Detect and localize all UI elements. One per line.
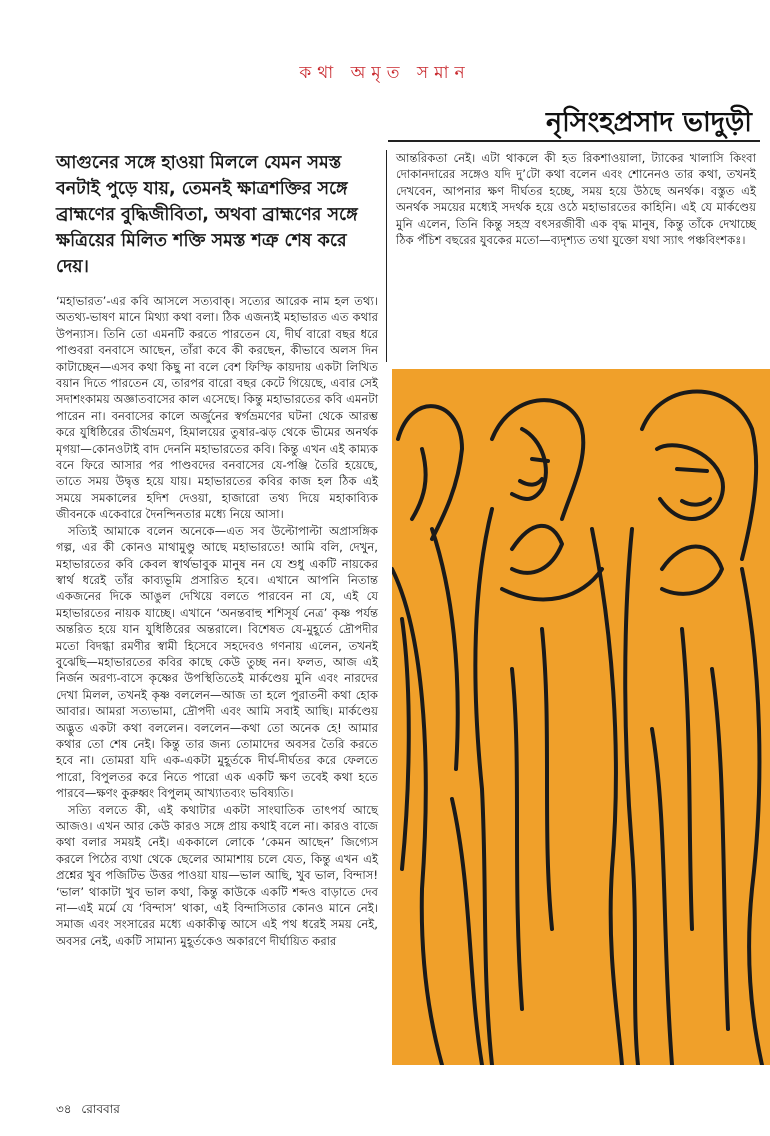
illustration xyxy=(392,369,770,1065)
author-name: নৃসিংহপ্রসাদ ভাদুড়ী xyxy=(545,107,752,138)
figure-left-face xyxy=(412,449,426,519)
figure-center-hands xyxy=(512,526,562,573)
page-footer xyxy=(56,1101,120,1121)
figure-center-face xyxy=(512,429,546,499)
title-rule xyxy=(388,140,760,142)
body-column-right xyxy=(396,150,756,248)
section-kicker: কথা অমৃত সমান xyxy=(299,63,471,83)
column-divider xyxy=(386,150,387,362)
body-column-left xyxy=(56,293,378,949)
body-paragraph: ‘মহাভারত’-এর কবি আসলে সত্যবাক্। সত্যের আরেক নাম হল তথ্য। অতথ্য-ভাষণ মানে মিথ্যা কথা বলা। ঠিক এজন্যই মহাভারত এত কথার উপন্যাস। তিনি তো এমনটি করতে পারতেন যে, দীর্ঘ বারো বছর ধরে পাণ্ডবরা বনবাসে আছেন, তাঁরা কবে কী করছেন, কীভাবে অলস দিন কাটাচ্ছেন—এসব কথা কিছু না বলে বেশ ফিস্ফি কায়দায় একটা লিখিত বয়ান দিতে পারতেন যে, তারপর বারো বছর কেটে গিয়েছে, এবার সেই সদাশংকাময় অজ্ঞাতবাসের কাল এসেছে। কিন্তু মহাভারতের কবি এমনটা পারেন না। বনবাসের কালে অর্জুনের স্বর্গভ্রমণের ঘটনা থেকে আরম্ভ করে যুধিষ্ঠিরের তীর্থভ্রমণ, হিমালয়ের তুষার-ঝড় থেকে ভীমের অনর্থক মৃগয়া—কোনওটাই বাদ দেননি মহাভারতের কবি। কিন্তু এখন এই কাম্যক বনে ফিরে আসার পর পাণ্ডবদের বনবাসের যে-পঞ্জি তৈরি হয়েছে, তাতে সময় উদ্বৃত্ত হয়ে যায়। মহাভারতের কবির কাজ হল ঠিক এই সময়ে সমকালের হদিশ দেওয়া, হাজারো তথ্য দিয়ে মহাকাব্যিক জীবনকে একেবারে দৈনন্দিনতার মধ্যে নিয়ে আসা। xyxy=(56,294,378,522)
body-paragraph: সত্যিই আমাকে বলেন অনেকে—এত সব উল্টোপাল্টা অপ্রাসঙ্গিক গল্প, এর কী কোনও মাথামুণ্ডু আছে মহাভারতে! আমি বলি, দেখুন, মহাভারতের কবি কেবল স্বার্থভাবুক মানুষ নন যে শুধু একটি নায়কের স্বার্থ ধরেই তাঁর কাব্যভূমি প্রসারিত হবে। এখানে আপনি নিতান্ত একজনের দিকে আঙুল দেখিয়ে বলতে পারবেন না যে, এই যে মহাভারতের নায়ক যাচ্ছে। এখানে ‘অনন্তবাহু শশিসূর্য নেত্র’ কৃষ্ণ পর্যন্ত অন্তরিত হয়ে যান যুধিষ্ঠিরের অন্তরালে। বিশেষত যে-মুহূর্তে দ্রৌপদীর মতো বিদগ্ধা রমণীর স্বামী হিসেবে সহদেবও গণনায় এলেন, তখনই বুঝেছি—মহাভারতের কবির কাছে কেউ তুচ্ছ নন। ফলত, আজ এই নির্জন অরণ্য-বাসে কৃষ্ণের উপস্থিতিতেই মার্কণ্ডেয় মুনি এবং নারদের দেখা মিলল, তখনই কৃষ্ণ বললেন—আজ তা হলে পুরাতনী কথা হোক আবার। আমরা সত্যভামা, দ্রৌপদী এবং আমি সবাই আছি। মার্কণ্ডেয় অদ্ভুত একটা কথা বললেন। বললেন—কথা তো অনেক হে! আমার কথার তো শেষ নেই। কিন্তু তার জন্য তোমাদের অবসর তৈরি করতে হবে না। তোমরা যদি এক-একটা মুহূর্তকে দীর্ঘ-দীর্ঘতর করে ফেলতে পারো, বিপুলতর করে নিতে পারো এক একটি ক্ষণ তবেই কথা হতে পারবে—ক্ষণং কুরুধ্বং বিপুলম্ আখ্যাতব্যং ভবিষ্যতি। xyxy=(56,523,378,801)
body-paragraph: আন্তরিকতা নেই। এটা থাকলে কী হত রিকশাওয়ালা, ট্যাকের খালাসি কিংবা দোকানদারের সঙ্গেও যদি দু’টো কথা বলেন এবং শোনেনও তার কথা, তখনই দেখবেন, আপনার ক্ষণ দীর্ঘতর হচ্ছে, সময় হয়ে উঠছে অনর্থক। বস্তুত এই অনর্থক সময়ের মধ্যেই সদর্থক হয়ে ওঠে মহাভারতের কাহিনি। এই যে মার্কণ্ডেয় মুনি এলেন, তিনি কিন্তু সহস্র বৎসরজীবী এক বৃদ্ধ মানুষ, কিন্তু তাঁকে দেখাচ্ছে ঠিক পঁচিশ বছরের যুবকের মতো—ব্যদৃশ্যত তথা যুক্তো যথা স্যাৎ পঞ্চবিংশকঃ। xyxy=(396,151,756,248)
figure-right-hair xyxy=(642,392,756,560)
page-number: ৩৪ xyxy=(56,1102,72,1116)
intro-paragraph: আগুনের সঙ্গে হাওয়া মিললে যেমন সমস্ত বনটাই পুড়ে যায়, তেমনই ক্ষাত্রশক্তির সঙ্গে ব্রাহ্মণের বুদ্ধিজীবিতা, অথবা ব্রাহ্মণের সঙ্গে ক্ষত্রিয়ের মিলিত শক্তি সমস্ত শত্রু শেষ করে দেয়। xyxy=(56,153,358,277)
body-paragraph: সত্যি বলতে কী, এই কথাটার একটা সাংঘাতিক তাৎপর্য আছে আজও। এখন আর কেউ কারও সঙ্গে প্রায় কথাই বলে না। কারও বাজে কথা বলার সময়ই নেই। এককালে লোকে ‘কেমন আছেন’ জিগ্যেস করলে পিঠের ব্যথা থেকে ছেলের আমাশায় চলে যেত, কিন্তু এখন এই প্রশ্নের খুব পজিটিভ উত্তর পাওয়া যায়—ভাল আছি, খুব ভাল, বিন্দাস! ‘ভাল’ থাকাটা খুব ভাল কথা, কিন্তু কাউকে একটি শব্দও বাড়াতে দেব না—এই মর্মে যে ‘বিন্দাস’ থাকা, এই বিন্দাসিতার কোনও মানে নেই। সমাজ এবং সংসারের মধ্যে একাকীত্ব আসে এই পথ ধরেই সময় নেই, অবসর নেই, একটি সামান্য মুহূর্তকেও অকারণে দীর্ঘায়িত করার xyxy=(56,802,378,948)
figure-right-face xyxy=(657,445,723,519)
figure-left-robe xyxy=(392,569,442,1065)
figure-left-hair xyxy=(398,406,462,539)
figure-right-hands xyxy=(662,547,722,594)
section-name: রোববার xyxy=(81,1102,120,1116)
